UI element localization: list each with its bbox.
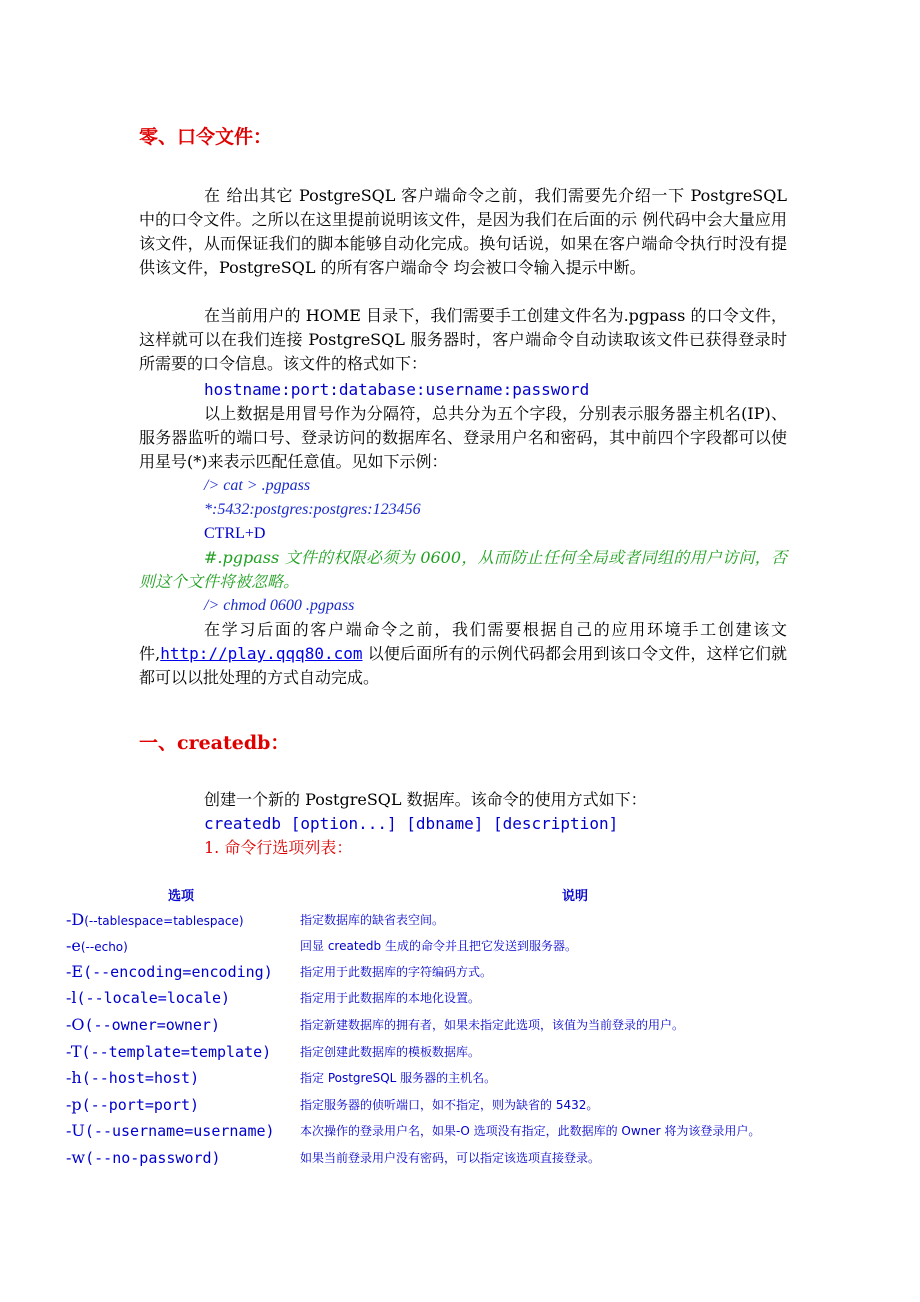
option-description: 指定创建此数据库的模板数据库。 xyxy=(300,1045,481,1059)
example-cat-command: /> cat > .pgpass xyxy=(204,477,311,494)
option-description: 如果当前登录用户没有密码，可以指定该选项直接登录。 xyxy=(300,1151,601,1165)
table-row xyxy=(66,1118,866,1144)
option-description: 指定用于此数据库的本地化设置。 xyxy=(300,991,481,1005)
option-name: -E(--encoding=encoding) xyxy=(66,962,273,981)
option-name: -p(--port=port) xyxy=(66,1095,200,1114)
example-chmod-command: /> chmod 0600 .pgpass xyxy=(204,597,355,614)
table-row xyxy=(66,1065,866,1091)
section-heading-password-file: 零、口令文件： xyxy=(139,126,273,148)
paragraph-pgpass-location: 在当前用户的 HOME 目录下，我们需要手工创建文件名为.pgpass 的口令文件，这样就可以在我们连接 PostgreSQL 服务器时，客户端命令自动读取该文件已获得登录时所需要的口令信息。该文件的格式如下： xyxy=(139,306,787,373)
table-row xyxy=(66,1092,866,1118)
option-description: 指定服务器的侦听端口，如不指定，则为缺省的 5432。 xyxy=(300,1098,599,1112)
paragraph-intro: 在 给出其它 PostgreSQL 客户端命令之前，我们需要先介绍一下 PostgreSQL 中的口令文件。之所以在这里提前说明该文件，是因为我们在后面的示 例代码中会大量应用该文件，从而保证我们的脚本能够自动化完成。换句话说，如果在客户端命令执行时没有提供该文件，PostgreSQL 的所有客户端命令 均会被口令输入提示中断。 xyxy=(139,186,787,277)
paragraph-create-file xyxy=(139,618,787,690)
option-description: 指定新建数据库的拥有者，如果未指定此选项，该值为当前登录的用户。 xyxy=(300,1018,685,1032)
option-description: 指定数据库的缺省表空间。 xyxy=(300,913,445,927)
table-row xyxy=(66,907,866,933)
options-list-title: 1. 命令行选项列表： xyxy=(204,838,353,857)
example-permission-comment: #.pgpass 文件的权限必须为 0600，从而防止任何全局或者同组的用户访问，否则这个文件将被忽略。 xyxy=(139,548,787,591)
paragraph-format-explanation: 以上数据是用冒号作为分隔符，总共分为五个字段，分别表示服务器主机名(IP)、服务器监听的端口号、登录访问的数据库名、登录用户名和密码，其中前四个字段都可以使用星号(*)来表示匹配任意值。见如下示例： xyxy=(139,404,787,471)
table-row xyxy=(66,1039,866,1065)
option-description: 回显 createdb 生成的命令并且把它发送到服务器。 xyxy=(300,939,577,953)
table-header-description: 说明 xyxy=(562,889,589,904)
option-name: -l(--locale=locale) xyxy=(66,988,231,1007)
option-description: 指定用于此数据库的字符编码方式。 xyxy=(300,965,493,979)
paragraph-create-file-text-end: 以便后面所有的示例代码都会用到该口令文件，这样它们就都可以以批处理的方式自动完成。 xyxy=(139,644,787,687)
table-row xyxy=(66,1012,866,1038)
option-name: -e(--echo) xyxy=(66,936,128,955)
table-header-option: 选项 xyxy=(168,889,195,904)
table-row xyxy=(66,933,866,959)
option-name: -T(--template=template) xyxy=(66,1042,272,1061)
example-pgpass-entry: *:5432:postgres:postgres:123456 xyxy=(204,501,421,518)
qqq80-link[interactable]: http://play.qqq80.com xyxy=(160,644,363,663)
paragraph-create-file-text: 在学习后面的客户端命令之前，我们需要根据自己的应用环境手工创建该文件, xyxy=(139,620,787,663)
table-row xyxy=(66,959,866,985)
option-name: -U(--username=username) xyxy=(66,1121,275,1140)
option-description: 本次操作的登录用户名，如果-O 选项没有指定，此数据库的 Owner 将为该登录用户。 xyxy=(300,1124,761,1138)
option-description: 指定 PostgreSQL 服务器的主机名。 xyxy=(300,1071,497,1085)
option-name: -D(--tablespace=tablespace) xyxy=(66,910,244,929)
createdb-intro: 创建一个新的 PostgreSQL 数据库。该命令的使用方式如下： xyxy=(204,790,647,809)
section-heading-createdb: 一、createdb： xyxy=(139,732,290,754)
option-name: -w(--no-password) xyxy=(66,1148,221,1167)
example-ctrl-d: CTRL+D xyxy=(204,525,266,542)
option-name: -O(--owner=owner) xyxy=(66,1015,220,1034)
option-name: -h(--host=host) xyxy=(66,1068,200,1087)
createdb-usage: createdb [option...] [dbname] [description] xyxy=(204,814,619,833)
table-row xyxy=(66,985,866,1011)
table-row xyxy=(66,1145,866,1171)
pgpass-format-line: hostname:port:database:username:password xyxy=(204,380,590,399)
